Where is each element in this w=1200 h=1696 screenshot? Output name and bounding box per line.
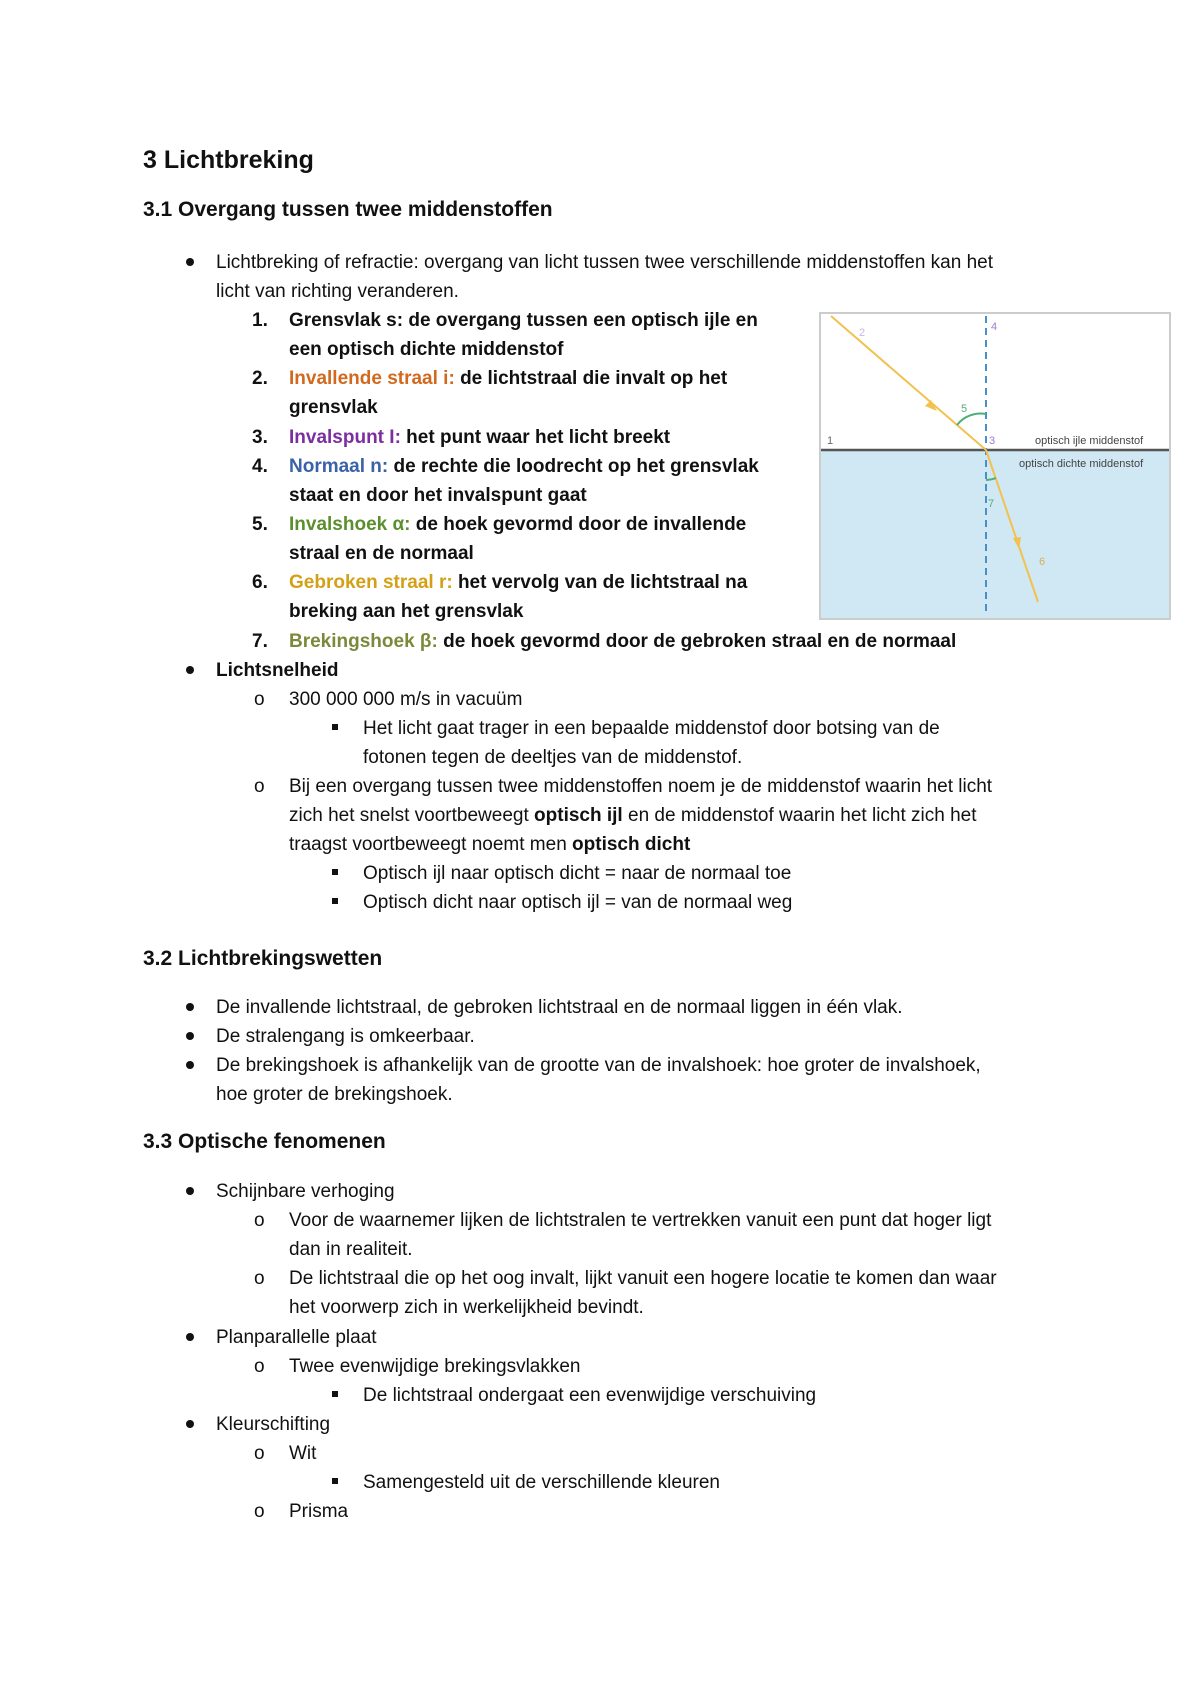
- sub-bullet-o-icon: o: [254, 1268, 265, 1289]
- label-5: 5: [961, 403, 968, 415]
- bullet-icon: [186, 1420, 194, 1428]
- speed-sub-line-2: fotonen tegen de deeltjes van de middenstof.: [363, 747, 743, 768]
- verhoging-point-1-line-2: dan in realiteit.: [289, 1239, 413, 1260]
- plaat-sub-point: De lichtstraal ondergaat een evenwijdige verschuiving: [363, 1385, 817, 1406]
- label-optisch-ijl: optisch ijle middenstof: [1035, 435, 1144, 447]
- rule-ijl-to-dicht: Optisch ijl naar optisch dicht = naar de normaal toe: [363, 863, 792, 884]
- square-bullet-icon: [332, 869, 338, 875]
- intro-line-1: Lichtbreking of refractie: overgang van licht tussen twee verschillende middenstoffen kan het: [216, 252, 993, 273]
- verhoging-point-2-line-2: het voorwerp zich in werkelijkheid bevindt.: [289, 1297, 644, 1318]
- sub-bullet-o-icon: o: [254, 1210, 265, 1231]
- sub-bullet-o-icon: o: [254, 1356, 265, 1377]
- list-item: Invalshoek α: de hoek gevormd door de invallende: [289, 514, 747, 535]
- label-6: 6: [1039, 556, 1046, 568]
- term-optisch-dicht: optisch dicht: [572, 834, 691, 855]
- list-item: Invallende straal i: de lichtstraal die invalt op het: [289, 368, 728, 389]
- kleur-point-wit: Wit: [289, 1443, 317, 1464]
- list-item: Brekingshoek β: de hoek gevormd door de gebroken straal en de normaal: [289, 631, 957, 652]
- law-2: De stralengang is omkeerbaar.: [216, 1026, 475, 1047]
- transition-line-3: traagst voortbeweegt noemt men optisch dicht: [289, 834, 691, 855]
- term-invalshoek: Invalshoek α:: [289, 514, 411, 535]
- list-item-continued: een optisch dichte middenstof: [289, 339, 564, 360]
- rule-dicht-to-ijl: Optisch dicht naar optisch ijl = van de normaal weg: [363, 892, 793, 913]
- transition-line-2: zich het snelst voortbeweegt optisch ijl en de middenstof waarin het licht zich het: [289, 805, 977, 826]
- label-optisch-dicht: optisch dichte middenstof: [1019, 458, 1144, 470]
- term-invallende-straal: Invallende straal i:: [289, 368, 455, 389]
- list-number: 4.: [252, 456, 268, 477]
- law-3-line-2: hoe groter de brekingshoek.: [216, 1084, 453, 1105]
- square-bullet-icon: [332, 1391, 338, 1397]
- law-3-line-1: De brekingshoek is afhankelijk van de grootte van de invalshoek: hoe groter de invalshoek,: [216, 1055, 981, 1076]
- bullet-icon: [186, 1333, 194, 1341]
- term-invalspunt: Invalspunt I:: [289, 427, 401, 448]
- law-1: De invallende lichtstraal, de gebroken lichtstraal en de normaal liggen in één vlak.: [216, 997, 903, 1018]
- bullet-icon: [186, 258, 194, 266]
- sub-bullet-o-icon: o: [254, 776, 265, 797]
- list-number: 3.: [252, 427, 268, 448]
- sub-bullet-o-icon: o: [254, 1501, 265, 1522]
- list-item-continued: staat en door het invalspunt gaat: [289, 485, 587, 506]
- speed-value: 300 000 000 m/s in vacuüm: [289, 689, 523, 710]
- transition-line-1: Bij een overgang tussen twee middenstoffen noem je de middenstof waarin het licht: [289, 776, 993, 797]
- section-title-3-3: 3.3 Optische fenomenen: [143, 1130, 386, 1153]
- list-item: Grensvlak s: de overgang tussen een optisch ijle en: [289, 310, 758, 331]
- list-number: 7.: [252, 631, 268, 652]
- label-7: 7: [988, 498, 995, 510]
- verhoging-point-1-line-1: Voor de waarnemer lijken de lichtstralen te vertrekken vanuit een punt dat hoger ligt: [289, 1210, 992, 1231]
- kleur-point-prisma: Prisma: [289, 1501, 349, 1522]
- list-number: 5.: [252, 514, 268, 535]
- list-number: 1.: [252, 310, 268, 331]
- label-2: 2: [859, 327, 866, 339]
- term-gebroken-straal: Gebroken straal r:: [289, 572, 453, 593]
- phenomenon-planparallelle-plaat: Planparallelle plaat: [216, 1327, 377, 1348]
- phenomenon-schijnbare-verhoging: Schijnbare verhoging: [216, 1181, 395, 1202]
- list-number: 6.: [252, 572, 268, 593]
- chapter-title: 3 Lichtbreking: [143, 146, 314, 174]
- bullet-icon: [186, 666, 194, 674]
- refraction-diagram: [819, 312, 1171, 620]
- label-1: 1: [827, 435, 834, 447]
- term-brekingshoek: Brekingshoek β:: [289, 631, 438, 652]
- section-title-3-2: 3.2 Lichtbrekingswetten: [143, 947, 383, 970]
- speed-title: Lichtsnelheid: [216, 660, 339, 681]
- section-title-3-1: 3.1 Overgang tussen twee middenstoffen: [143, 198, 553, 221]
- list-item: Normaal n: de rechte die loodrecht op het grensvlak: [289, 456, 759, 477]
- kleur-sub-point: Samengesteld uit de verschillende kleuren: [363, 1472, 720, 1493]
- speed-sub-line-1: Het licht gaat trager in een bepaalde middenstof door botsing van de: [363, 718, 940, 739]
- term-grensvlak: Grensvlak s:: [289, 310, 404, 331]
- square-bullet-icon: [332, 724, 338, 730]
- list-number: 2.: [252, 368, 268, 389]
- square-bullet-icon: [332, 1478, 338, 1484]
- verhoging-point-2-line-1: De lichtstraal die op het oog invalt, lijkt vanuit een hogere locatie te komen dan waar: [289, 1268, 997, 1289]
- square-bullet-icon: [332, 898, 338, 904]
- sub-bullet-o-icon: o: [254, 689, 265, 710]
- label-3: 3: [989, 435, 996, 447]
- list-item-continued: grensvlak: [289, 397, 378, 418]
- bullet-icon: [186, 1003, 194, 1011]
- bullet-icon: [186, 1061, 194, 1069]
- term-optisch-ijl: optisch ijl: [534, 805, 623, 826]
- label-4: 4: [991, 321, 998, 333]
- list-item: Invalspunt I: het punt waar het licht breekt: [289, 427, 671, 448]
- list-item: Gebroken straal r: het vervolg van de lichtstraal na: [289, 572, 748, 593]
- sub-bullet-o-icon: o: [254, 1443, 265, 1464]
- bullet-icon: [186, 1187, 194, 1195]
- term-normaal: Normaal n:: [289, 456, 389, 477]
- list-item-continued: breking aan het grensvlak: [289, 601, 524, 622]
- bullet-icon: [186, 1032, 194, 1040]
- plaat-point-1: Twee evenwijdige brekingsvlakken: [289, 1356, 581, 1377]
- phenomenon-kleurschifting: Kleurschifting: [216, 1414, 331, 1435]
- list-item-continued: straal en de normaal: [289, 543, 474, 564]
- intro-line-2: licht van richting veranderen.: [216, 281, 459, 302]
